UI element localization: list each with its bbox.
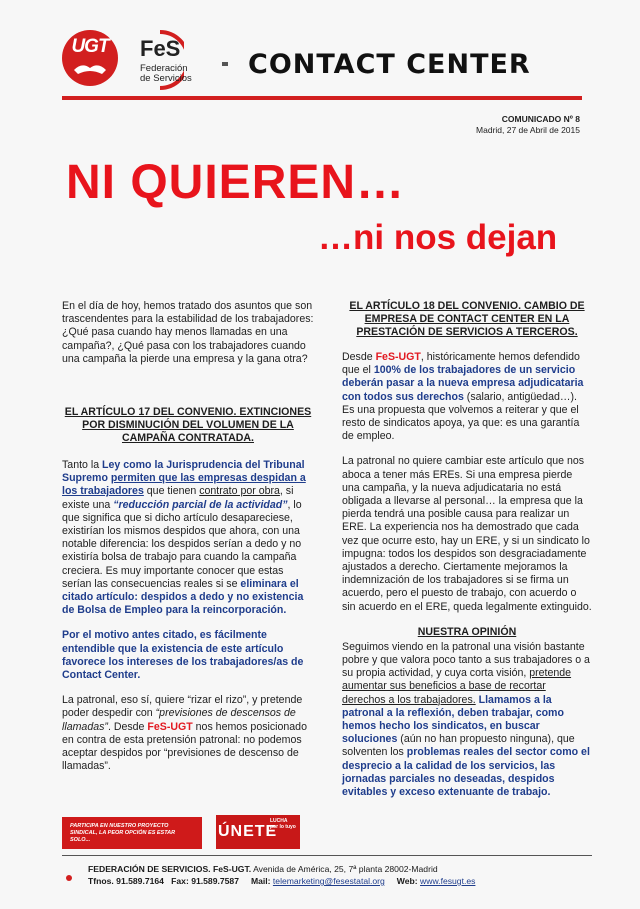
lucha-text: LUCHA por lo tuyo <box>270 818 296 830</box>
footer-mail-label: Mail: <box>250 876 271 886</box>
text-span: , históricamente hemos defendido que el <box>342 351 580 377</box>
text-span: contrato por obra <box>199 485 280 498</box>
text-span: FeS-UGT <box>147 720 193 733</box>
footer-fax: Fax: 91.589.7587 <box>171 876 239 886</box>
separator-dot <box>222 62 228 66</box>
text-span: nos hemos posicionado en contra de esta pretensión patronal: no podemos aceptar despidos por “previsiones de descenso de llamadas”. <box>62 720 307 773</box>
text-span: permiten que las empresas despidan a los trabajadores <box>62 472 306 498</box>
handshake-icon <box>72 60 108 76</box>
text-span: Llamamos a la patronal a la reflexión, deben trabajar, como hemos hecho los sindicatos, en buscar soluciones <box>342 693 564 746</box>
text-span: , si existe una <box>62 485 294 511</box>
org-subtitle: Federación de Servicios <box>140 63 192 84</box>
comunicado-number: COMUNICADO Nº 8 <box>501 114 580 124</box>
footer-web-label: Web: <box>396 876 418 886</box>
text-span: (salario, antigüedad…). Es una propuesta que volvemos a reiterar y que el resto de sindicatos apoya, ya que: es una garantía de empleo. <box>342 390 580 443</box>
opinion-paragraph <box>342 641 592 799</box>
text-span: “reducción parcial de la actividad” <box>113 498 288 511</box>
footer-phone: Tfnos. 91.589.7164 <box>88 876 164 886</box>
favor-paragraph: Por el motivo antes citado, es fácilmente entendible que la existencia de este artículo favorece los intereses de los trabajadores/as de Contact Center. <box>62 629 304 682</box>
header-title: CONTACT CENTER <box>248 49 531 80</box>
text-span: 100% de los trabajadores de un servicio deberán pasar a la nueva empresa adjudicataria con todos sus derechos <box>342 364 584 403</box>
participa-banner: PARTICIPA EN NUESTRO PROYECTO SINDICAL, LA PEOR OPCIÓN ES ESTAR SOLO... <box>62 817 202 849</box>
headline-secondary: …ni nos dejan <box>318 218 558 257</box>
text-span: FeS-UGT <box>375 351 421 363</box>
text-span: , lo que significa que si dicho artículo desapareciese, existirían los mismos despidos que ahora, con una notable diferencia: los despidos serían a dedo y no existiría bolsa de trabajo para cuando la campaña creciera. Es muy importante conocer que estas serían las consecuencias reales si se <box>62 498 302 590</box>
footer-bullet-icon <box>66 875 72 881</box>
unete-text: ÚNETE <box>218 823 278 840</box>
left-column <box>62 300 314 773</box>
text-span: Tanto la <box>62 459 103 472</box>
patronal-paragraph <box>62 694 314 773</box>
footer-org: FEDERACIÓN DE SERVICIOS. FeS-UGT. <box>88 864 252 874</box>
headline-primary: NI QUIEREN… <box>66 156 406 209</box>
ere-paragraph: La patronal no quiere cambiar este artículo que nos aboca a tener más EREs. Si una empresa pierde una campaña, y la nueva adjudicataria no está obligada a llevarse al personal… la empresa que la pierda tendrá una posible causa para realizar un ERE. La experiencia nos ha demostrado que cada vez que ocurre esto, hay un ERE, y si un sindicato lo impugna: todos los despidos son desgraciadamente ajustados a derecho. Ciertamente mejoramos la indemnización de los trabajadores si se firma un acuerdo, pero el puesto de trabajo, con acuerdo o sin acuerdo en el ERE, queda legalmente extinguido. <box>342 455 592 613</box>
text-span: “previsiones de descensos de llamadas” <box>62 707 296 733</box>
art17-paragraph <box>62 459 314 617</box>
text-span: eliminara el citado artículo: despidos a dedo y no existencia de Bolsa de Empleo para la reincorporación. <box>62 577 304 617</box>
text-span: (aún no han propuesto ninguna), que solventen los <box>342 733 575 759</box>
text-span: La patronal, eso sí, quiere “rizar el rizo”, y pretende poder despedir con <box>62 694 303 720</box>
intro-paragraph: En el día de hoy, hemos tratado dos asuntos que son trascendentes para la estabilidad de los trabajadores:¿Qué pasa cuando hay menos llamadas en una campaña?, ¿Qué pasa con los trabajadores cuando una campaña la pierde una empresa y la gana otra? <box>62 300 314 365</box>
text-span: Seguimos viendo en la patronal una visión bastante pobre y que valora poco tanto a sus trabajadores o a su propia actividad, y cuya corta visión, <box>342 640 590 680</box>
org-short-name: FeS <box>140 36 181 61</box>
text-span: que tienen <box>143 485 200 498</box>
text-span: Desde <box>342 351 376 363</box>
header-divider <box>62 96 582 100</box>
footer-mail-link[interactable]: telemarketing@fesestatal.org <box>272 876 385 886</box>
text-span: Ley como la Jurisprudencia del Tribunal Supremo <box>62 459 305 485</box>
text-span: . Desde <box>107 720 148 733</box>
footer-divider <box>62 855 592 856</box>
footer-web-link[interactable]: www.fesugt.es <box>420 876 476 886</box>
text-span: pretende aumentar sus beneficios a base de recortar derechos a los trabajadores. <box>342 667 572 706</box>
section-title-art18: EL ARTÍCULO 18 DEL CONVENIO. CAMBIO DE EMPRESA DE CONTACT CENTER EN LA PRESTACIÓN DE SERVICIOS A TERCEROS. <box>349 300 585 338</box>
date-line: Madrid, 27 de Abril de 2015 <box>476 125 580 135</box>
footer-street: Avenida de América, 25, 7ª planta 28002-Madrid <box>251 864 438 874</box>
section-title-art17: EL ARTÍCULO 17 DEL CONVENIO. EXTINCIONES POR DISMINUCIÓN DEL VOLUMEN DE LA CAMPAÑA CONTRATADA. <box>64 406 312 445</box>
art18-paragraph <box>342 351 592 443</box>
footer-address <box>88 864 438 874</box>
text-span: problemas reales del sector como el desprecio a la calidad de los servicios, las jornadas parciales no deseadas, despidos evitables y exceso extenuante de trabajo. <box>342 746 590 799</box>
ugt-logo-text: UGT <box>71 36 109 57</box>
right-column <box>342 300 592 799</box>
section-title-opinion: NUESTRA OPINIÓN <box>417 625 517 638</box>
footer-contact <box>88 876 475 886</box>
